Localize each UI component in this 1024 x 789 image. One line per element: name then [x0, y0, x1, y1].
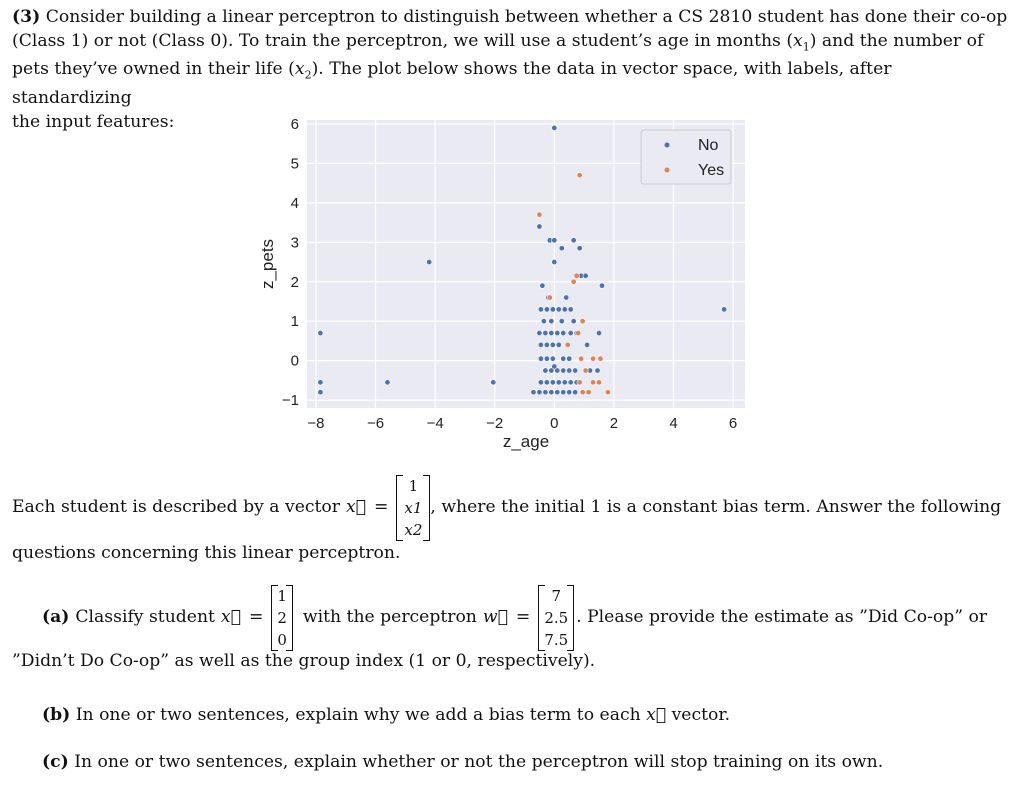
- data-point-no: [549, 319, 554, 324]
- matrix-entry: x2: [404, 521, 423, 539]
- var-x2: x: [294, 59, 305, 80]
- data-point-no: [571, 319, 576, 324]
- x-vector-symbol: x⃗: [220, 607, 241, 628]
- data-point-yes: [586, 390, 591, 395]
- x-tick-label: −2: [486, 415, 504, 432]
- part-a-text-2: with the perceptron: [302, 607, 477, 628]
- y-tick-label: 2: [290, 273, 299, 291]
- data-point-no: [556, 380, 561, 385]
- data-point-no: [550, 307, 555, 312]
- part-a-text-1: Classify student: [75, 607, 215, 628]
- data-point-no: [552, 125, 557, 130]
- y-tick-label: 6: [290, 115, 299, 133]
- data-point-yes: [580, 319, 585, 324]
- matrix-entry: 2: [277, 609, 287, 627]
- vector-line-1: [12, 472, 1012, 544]
- vector-text-line-2: questions concerning this linear perceptron.: [12, 543, 401, 563]
- x-tick-label: −6: [366, 415, 385, 432]
- part-a-text-line-2: ”Didn’t Do Co-op” as well as the group index (1 or 0, respectively).: [12, 651, 596, 671]
- data-point-no: [549, 330, 554, 335]
- part-c: [12, 751, 1024, 775]
- part-b-text-2: vector.: [671, 705, 731, 725]
- right-bracket: [286, 585, 293, 651]
- y-tick-label: 5: [290, 155, 299, 173]
- data-point-yes: [583, 368, 588, 373]
- data-point-no: [538, 356, 543, 361]
- part-b: [12, 704, 1024, 728]
- data-point-no: [318, 330, 323, 335]
- data-point-no: [595, 368, 600, 373]
- vector-description: [12, 472, 1012, 566]
- intro-text-1: Consider building a linear perceptron to distinguish between whether a CS 2810 student has done their co-op: [45, 7, 1008, 27]
- data-point-no: [491, 380, 496, 385]
- data-point-no: [555, 368, 560, 373]
- matrix-entry: 7: [551, 587, 562, 605]
- data-point-no: [538, 342, 543, 347]
- y-tick-label: −1: [281, 392, 299, 410]
- data-point-no: [537, 224, 542, 229]
- matrix-entry: 2.5: [544, 609, 569, 627]
- data-point-yes: [577, 173, 582, 178]
- y-tick-label: 0: [290, 352, 299, 370]
- data-point-no: [564, 295, 569, 300]
- data-point-no: [572, 368, 577, 373]
- data-point-no: [552, 259, 557, 264]
- data-point-no: [577, 246, 582, 251]
- y-tick-label: 4: [290, 194, 299, 212]
- data-point-no: [318, 390, 323, 395]
- var-x2-sub: 2: [304, 68, 312, 82]
- x-tick-label: 2: [609, 415, 619, 432]
- y-axis-label: z_pets: [258, 238, 277, 290]
- var-x1-sub: 1: [802, 39, 810, 53]
- data-point-no: [537, 330, 542, 335]
- data-point-yes: [605, 390, 610, 395]
- data-point-yes: [580, 390, 585, 395]
- data-point-no: [549, 390, 554, 395]
- x-axis-label: z_age: [502, 432, 550, 451]
- data-point-no: [567, 356, 572, 361]
- data-point-no: [561, 368, 566, 373]
- part-a-text-3: . Please provide the estimate as ”Did Co-op” or: [576, 607, 988, 628]
- data-point-yes: [571, 279, 576, 284]
- data-point-no: [318, 380, 323, 385]
- data-point-no: [559, 246, 564, 251]
- data-point-no: [561, 356, 566, 361]
- data-point-no: [561, 330, 566, 335]
- data-point-yes: [590, 356, 595, 361]
- data-point-no: [538, 380, 543, 385]
- vector-line-2: [12, 542, 1012, 566]
- data-point-yes: [590, 380, 595, 385]
- left-bracket: [538, 585, 545, 651]
- data-point-no: [538, 307, 543, 312]
- x-tick-label: 6: [728, 415, 738, 432]
- part-b-text-1: In one or two sentences, explain why we add a bias term to each: [75, 705, 641, 725]
- intro-text-6: the input features:: [12, 111, 175, 132]
- data-point-yes: [575, 330, 580, 335]
- data-point-no: [550, 342, 555, 347]
- x-vector-symbol: x⃗: [646, 705, 667, 725]
- legend: [641, 130, 731, 184]
- intro-text-3: ) and the number of: [809, 30, 984, 51]
- data-point-no: [562, 307, 567, 312]
- data-point-no: [541, 319, 546, 324]
- question-number: (3): [12, 7, 41, 27]
- data-point-no: [385, 380, 390, 385]
- data-point-no: [559, 319, 564, 324]
- matrix-entry: 0: [277, 631, 287, 649]
- data-point-no: [571, 238, 576, 243]
- data-point-no: [599, 283, 604, 288]
- data-point-no: [583, 273, 588, 278]
- x-tick-label: 4: [669, 415, 678, 432]
- x-vector-matrix: [396, 475, 430, 541]
- legend-label-no: No: [698, 137, 719, 154]
- data-point-no: [543, 390, 548, 395]
- part-a-line-1: [12, 582, 1012, 654]
- data-point-no: [555, 390, 560, 395]
- data-point-no: [540, 283, 545, 288]
- data-point-no: [543, 330, 548, 335]
- w-vector-symbol: w⃗: [482, 607, 508, 628]
- left-bracket: [396, 475, 403, 541]
- part-c-text: In one or two sentences, explain whether or not the perceptron will stop training on its own.: [74, 752, 884, 772]
- var-x1: x: [793, 30, 803, 51]
- part-a-label: (a): [42, 607, 70, 628]
- legend-marker-no: [665, 143, 670, 148]
- equals-sign: =: [515, 607, 531, 628]
- data-point-no: [544, 356, 549, 361]
- data-point-no: [537, 390, 542, 395]
- part-b-label: (b): [42, 705, 71, 725]
- data-point-no: [555, 330, 560, 335]
- data-point-no: [544, 380, 549, 385]
- equals-sign: =: [248, 607, 264, 628]
- data-point-yes: [598, 356, 603, 361]
- matrix-entry: 7.5: [544, 631, 569, 649]
- data-point-no: [584, 342, 589, 347]
- vector-text-before: Each student is described by a vector: [12, 497, 340, 518]
- data-point-no: [550, 380, 555, 385]
- x-tick-label: −8: [307, 415, 325, 432]
- data-point-no: [550, 356, 555, 361]
- legend-label-yes: Yes: [698, 162, 725, 179]
- matrix-entry: 1: [277, 587, 287, 605]
- data-point-no: [562, 380, 567, 385]
- data-point-no: [552, 238, 557, 243]
- data-point-no: [543, 368, 548, 373]
- matrix-entry: 1: [408, 477, 419, 495]
- equals-sign: =: [374, 497, 389, 518]
- data-point-yes: [578, 356, 583, 361]
- y-tick-label: 3: [290, 234, 299, 252]
- data-point-no: [572, 390, 577, 395]
- part-c-label: (c): [42, 752, 69, 772]
- perceptron-vector-matrix: [538, 585, 574, 651]
- data-point-no: [556, 307, 561, 312]
- data-point-no: [426, 259, 431, 264]
- matrix-entry: x1: [404, 499, 423, 517]
- data-point-yes: [565, 342, 570, 347]
- data-point-yes: [577, 380, 582, 385]
- intro-text-2: (Class 1) or not (Class 0). To train the perceptron, we will use a student’s age in months (: [12, 30, 794, 51]
- data-point-yes: [537, 212, 542, 217]
- data-point-yes: [574, 273, 579, 278]
- legend-marker-yes: [665, 168, 670, 173]
- right-bracket: [567, 585, 574, 651]
- x-tick-label: −4: [426, 415, 444, 432]
- data-point-no: [561, 390, 566, 395]
- data-point-no: [531, 390, 536, 395]
- data-point-no: [544, 307, 549, 312]
- part-a-line-2: [12, 650, 1012, 674]
- y-tick-label: 1: [290, 313, 299, 331]
- data-point-no: [721, 307, 726, 312]
- data-point-no: [567, 390, 572, 395]
- part-a: [12, 582, 1012, 674]
- data-point-no: [568, 330, 573, 335]
- right-bracket: [423, 475, 430, 541]
- x-vector-symbol: x⃗: [345, 497, 366, 518]
- data-point-no: [567, 368, 572, 373]
- x-tick-label: 0: [550, 415, 559, 432]
- intro-text-4: pets they’ve owned in their life (: [12, 59, 295, 80]
- data-point-no: [568, 380, 573, 385]
- data-point-no: [596, 330, 601, 335]
- vector-text-after: , where the initial 1 is a constant bias term. Answer the following: [430, 497, 1002, 518]
- data-point-yes: [547, 295, 552, 300]
- data-point-no: [544, 342, 549, 347]
- intro-text-5: ). The plot below shows the data in vector space, with labels, after standardizing: [12, 59, 892, 109]
- data-point-yes: [596, 380, 601, 385]
- data-point-no: [549, 368, 554, 373]
- data-point-no: [556, 342, 561, 347]
- left-bracket: [271, 585, 278, 651]
- data-point-no: [568, 307, 573, 312]
- student-vector-matrix: [271, 585, 293, 651]
